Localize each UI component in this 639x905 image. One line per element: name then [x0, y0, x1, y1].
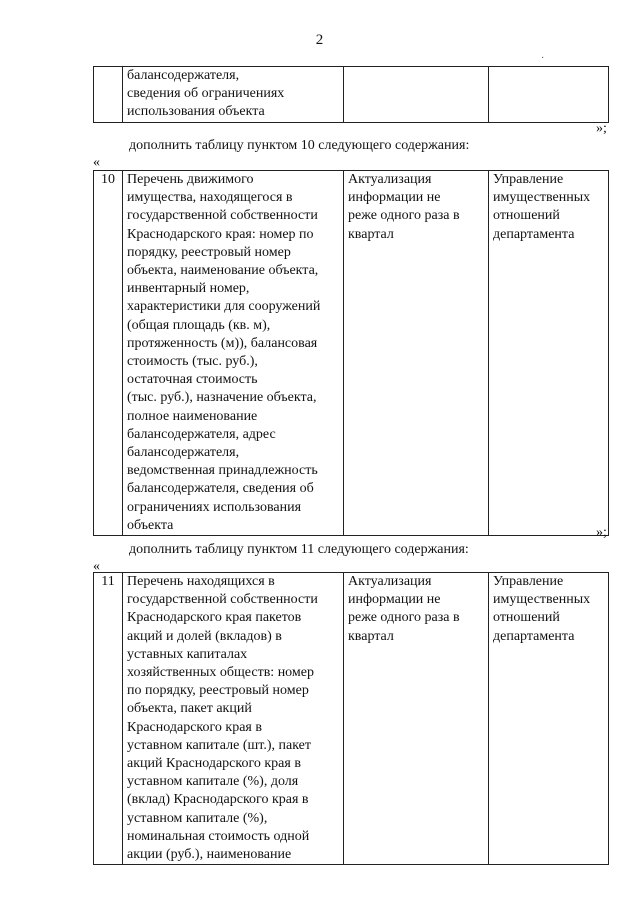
cell-frequency-text: Актуализация информации не реже одного раза в квартал — [348, 574, 460, 644]
opening-quote: « — [93, 155, 100, 170]
table-row — [94, 573, 609, 865]
cell-frequency-text: Актуализация информации не реже одного раза в квартал — [348, 172, 460, 242]
opening-quote: « — [93, 559, 100, 574]
table-item-10 — [93, 170, 609, 536]
scan-speck: · — [541, 53, 545, 64]
cell-responsible — [489, 67, 609, 123]
cell-description-text: балансодержателя, сведения об ограничениях использования объекта — [127, 68, 285, 120]
table-row — [94, 171, 609, 536]
cell-number — [94, 67, 123, 123]
cell-description — [123, 573, 344, 865]
table-fragment-top — [93, 66, 609, 123]
cell-responsible-text: Управление имущественных отношений департамента — [493, 172, 591, 242]
cell-number: 11 — [94, 573, 123, 865]
cell-frequency — [344, 573, 489, 865]
instruction-item-10: дополнить таблицу пунктом 10 следующего содержания: — [129, 138, 470, 153]
cell-number: 10 — [94, 171, 123, 536]
cell-description-text: Перечень находящихся в государственной собственности Краснодарского края пакетов акций и долей (вкладов) в уставных капиталах хозяйственных обществ: номер по порядку, реестровый номер объекта, пакет акций Краснодарского края в уставном капитале (шт.), пакет акций Краснодарского края в уставном капитале (%), доля (вклад) Краснодарского края в уставном капитале (%), номинальная стоимость одной акции (руб.), наименование — [127, 574, 318, 863]
table-item-11 — [93, 572, 609, 865]
cell-description — [123, 171, 344, 536]
cell-description — [123, 67, 344, 123]
table-row — [94, 67, 609, 123]
cell-responsible-text: Управление имущественных отношений департамента — [493, 574, 591, 644]
cell-responsible — [489, 573, 609, 865]
cell-frequency — [344, 171, 489, 536]
cell-frequency — [344, 67, 489, 123]
closing-quote: »; — [596, 121, 607, 136]
closing-quote: »; — [596, 525, 607, 540]
cell-responsible — [489, 171, 609, 536]
page-number: 2 — [315, 32, 324, 48]
instruction-item-11: дополнить таблицу пунктом 11 следующего содержания: — [129, 542, 469, 557]
cell-description-text: Перечень движимого имущества, находящегося в государственной собственности Краснодарского края: номер по порядку, реестровый номер объекта, наименование объекта, инвентарный номер, характеристики для сооружений (общая площадь (кв. м), протяженность (м)), балансовая стоимость (тыс. руб.), остаточная стоимость (тыс. руб.), назначение объекта, полное наименование балансодержателя, адрес балансодержателя, ведомственная принадлежность балансодержателя, сведения об ограничениях использования объекта — [127, 172, 321, 533]
